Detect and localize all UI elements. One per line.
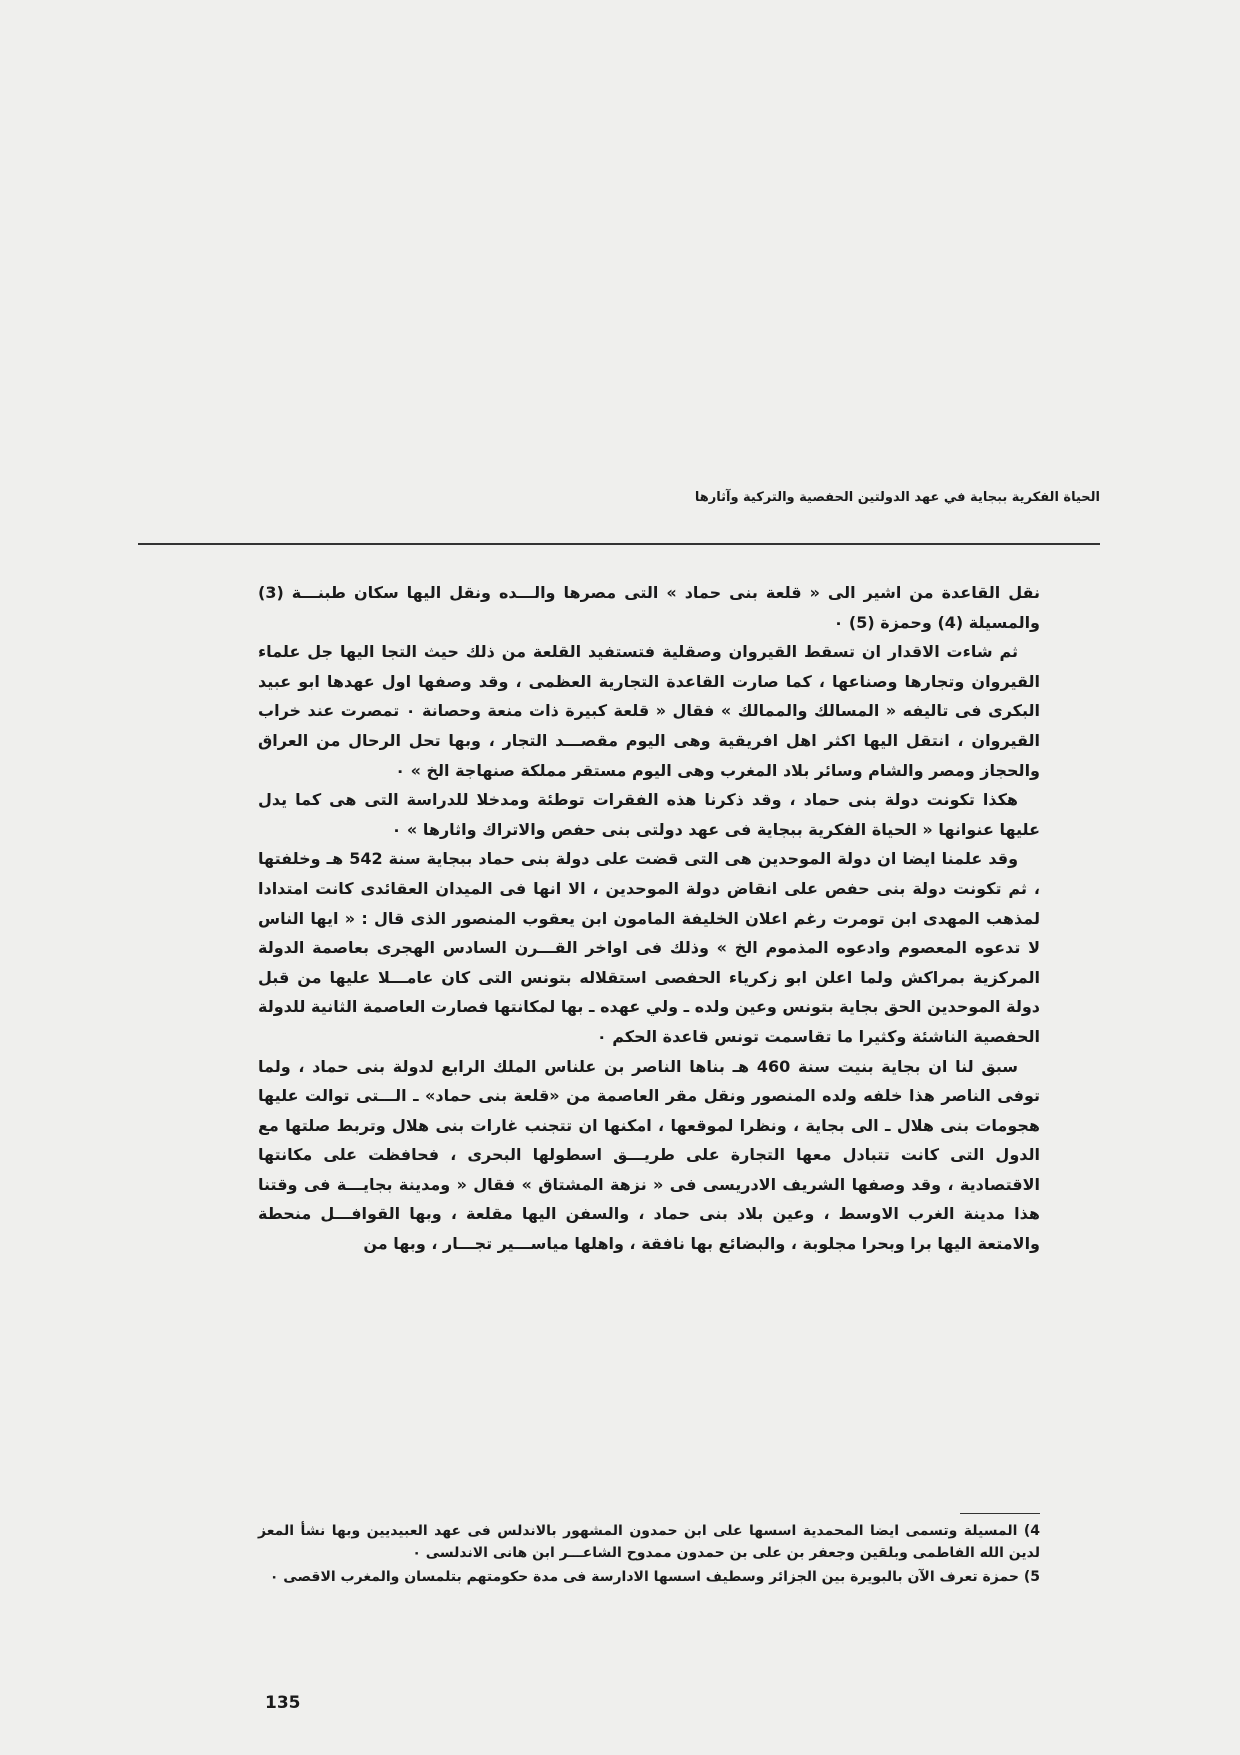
running-title: الحياة الفكرية ببجاية في عهد الدولتين الحفصية والتركية وآثارها [694, 490, 1100, 505]
running-header [138, 490, 1100, 505]
footnote-5: 5) حمزة تعرف الآن بالبويرة بين الجزائر وسطيف اسسها الادارسة فى مدة حكومتهم بتلمسان والمغرب الاقصى ٠ [269, 1569, 1040, 1585]
paragraph-2: ثم شاءت الاقدار ان تسقط القيروان وصقلية فتستفيد القلعة من ذلك حيث التجا اليها جل علماء القيروان وتجارها وصناعها ، كما صارت القاعدة التجارية العظمى ، وقد وصفها اول عهدها ابو عبيد البكرى فى تاليفه « المسالك والممالك » فقال « قلعة كبيرة ذات منعة وحصانة ٠ تمصرت عند خراب القيروان ، انتقل اليها اكثر اهل افريقية وهى اليوم مقصـــد التجار ، وبها تحل الرحال من العراق والحجاز ومصر والشام وسائر بلاد المغرب وهى اليوم مستقر مملكة صنهاجة الخ » ٠ [258, 642, 1040, 780]
main-text [258, 578, 1040, 1259]
footnote-rule [960, 1513, 1040, 1514]
footnotes [258, 1520, 1040, 1590]
paragraph-3: هكذا تكونت دولة بنى حماد ، وقد ذكرنا هذه الفقرات توطئة ومدخلا للدراسة التى هى كما يدل عليها عنوانها « الحياة الفكرية ببجاية فى عهد دولتى بنى حفص والاتراك واثارها » ٠ [258, 790, 1040, 839]
footnote-4: 4) المسيلة وتسمى ايضا المحمدية اسسها على ابن حمدون المشهور بالاندلس فى عهد العبيديين وبها نشأ المعز لدين الله الفاطمى وبلقين وجعفر بن على بن حمدون ممدوح الشاعـــر ابن هانى الاندلسى ٠ [258, 1523, 1040, 1561]
page-number: 135 [265, 1693, 301, 1713]
header-rule [138, 543, 1100, 545]
paragraph-5: سبق لنا ان بجاية بنيت سنة 460 هـ بناها الناصر بن علناس الملك الرابع لدولة بنى حماد ، ولما توفى الناصر هذا خلفه ولده المنصور ونقل مقر العاصمة من «قلعة بنى حماد» ـ الـــتى توالت عليها هجومات بنى هلال ـ الى بجاية ، ونظرا لموقعها ، امكنها ان تتجنب غارات بنى هلال وتربط صلتها مع الدول التى كانت تتبادل معها التجارة على طريـــق اسطولها البحرى ، فحافظت على مكانتها الاقتصادية ، وقد وصفها الشريف الادريسى فى « نزهة المشتاق » فقال « ومدينة بجايـــة فى وقتنا هذا مدينة الغرب الاوسط ، وعين بلاد بنى حماد ، والسفن اليها مقلعة ، وبها القوافـــل منحطة والامتعة اليها برا وبحرا مجلوبة ، والبضائع بها نافقة ، واهلها مياســـير تجـــار ، وبها من [258, 1056, 1040, 1254]
paragraph-4: وقد علمنا ايضا ان دولة الموحدين هى التى قضت على دولة بنى حماد ببجاية سنة 542 هـ وخلفتها ، ثم تكونت دولة بنى حفص على انقاض دولة الموحدين ، الا انها فى الميدان العقائدى كانت امتدادا لمذهب المهدى ابن تومرت رغم اعلان الخليفة المامون ابن يعقوب المنصور الذى قال : « ايها الناس لا تدعوه المعصوم وادعوه المذموم الخ » وذلك فى اواخر القـــرن السادس الهجرى بعاصمة الدولة المركزية بمراكش ولما اعلن ابو زكرياء الحفصى استقلاله بتونس التى كان عامـــلا عليها من قبل دولة الموحدين الحق بجاية بتونس وعين ولده ـ ولي عهده ـ بها لمكانتها فصارت العاصمة الثانية للدولة الحفصية الناشئة وكثيرا ما تقاسمت تونس قاعدة الحكم ٠ [258, 849, 1040, 1046]
paragraph-1: نقل القاعدة من اشير الى « قلعة بنى حماد » التى مصرها والـــده ونقل اليها سكان طبنـــة (3) والمسيلة (4) وحمزة (5) ٠ [258, 583, 1040, 632]
